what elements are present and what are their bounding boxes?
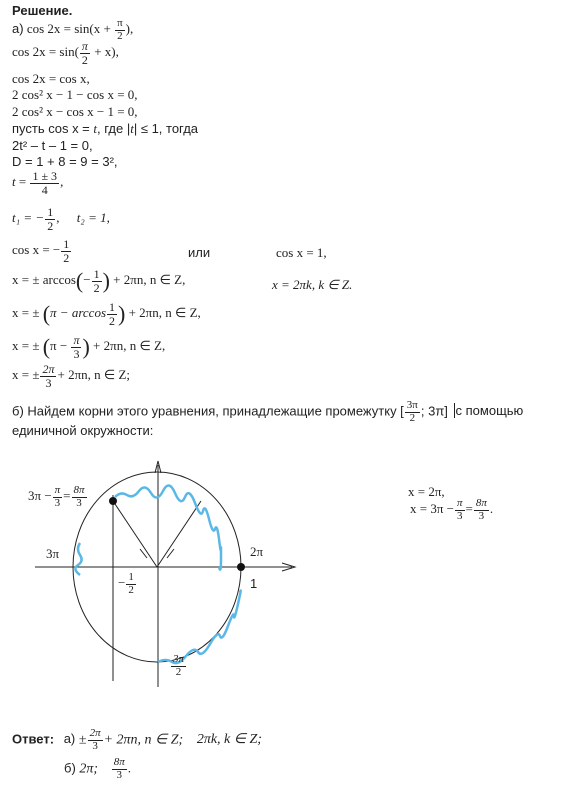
arc-marker-left	[75, 543, 81, 575]
eq-line-11-right: cos x = 1,	[276, 245, 327, 260]
eq-line-4: 2 cos² x − 1 − cos x = 0,	[12, 87, 138, 102]
answer-line-b: б) 2π; $\frac{8\pi}{3}$ .	[64, 756, 131, 781]
point-8pi-3	[109, 497, 117, 505]
eq-line-13: x = ± (π − arccos $\frac{1}{2}$ ) + 2πn, n ∈ Z,	[12, 300, 201, 328]
radius-right	[157, 501, 201, 567]
arc-marker-bottom	[158, 591, 241, 664]
eq-line-11-left: cos x = − $\frac{1}{2}$	[12, 237, 70, 265]
label-one: 1	[250, 576, 258, 591]
eq-line-14: x = ± (π − $\frac{\pi}{3}$ ) + 2πn, n ∈ Z,	[12, 333, 166, 361]
root-8pi-3: x = 3π − $\frac{\pi}{3}$ = $\frac{8\pi}{3}$ .	[410, 497, 494, 522]
eq-line-2: cos 2x = sin( $\frac{\pi}{2}$ + x),	[12, 39, 119, 67]
label-2pi: 2π	[250, 544, 264, 559]
point-2pi	[237, 563, 245, 571]
part-b-text-2: единичной окружности:	[12, 423, 154, 438]
solution-heading: Решение.	[12, 3, 73, 18]
eq-line-12-left: x = ± arccos(− $\frac{1}{2}$ ) + 2πn, n ∈ Z,	[12, 267, 186, 295]
eq-line-8: D = 1 + 8 = 9 = 3²,	[12, 154, 118, 169]
eq-line-6: пусть cos x = t, где |t| ≤ 1, тогда	[12, 121, 199, 136]
radius-left	[113, 501, 157, 567]
eq-line-5: 2 cos² x − cos x − 1 = 0,	[12, 104, 138, 119]
eq-line-15: x = ± $\frac{2\pi}{3}$ + 2πn, n ∈ Z;	[12, 362, 131, 390]
eq-line-10: t₁ = − $\frac{1}{2}$ , t₂ = 1,	[12, 205, 110, 233]
eq-line-9: t = $\frac{1 \pm 3}{4}$ ,	[12, 169, 64, 197]
label-3pi-minus-pi-3: 3π − $\frac{\pi}{3}$ = $\frac{8\pi}{3}$	[28, 484, 85, 509]
label-minus-half: − $\frac{1}{2}$	[118, 571, 134, 596]
label-3pi: 3π	[46, 546, 60, 561]
eq-or-word: или	[188, 245, 211, 260]
eq-line-12-right: x = 2πk, k ∈ Z.	[272, 277, 353, 292]
eq-line-7: 2t² – t – 1 = 0,	[12, 138, 93, 153]
answer-line-a: Ответ: а) ± $\frac{2\pi}{3}$ + 2πn, n ∈ Z; 2πk, k ∈ Z;	[12, 727, 262, 752]
label-3pi-2: $\frac{3\pi}{2}$	[173, 653, 185, 678]
eq-line-1: а) cos 2x = sin(x + $\frac{\pi}{2}$ ),	[12, 17, 134, 42]
part-b-text-1: б) Найдем корни этого уравнения, принадлежащие промежутку [ $\frac{3\pi}{2}$ ; 3π] с помощью	[12, 399, 524, 424]
eq-line-3: cos 2x = cos x,	[12, 71, 90, 86]
root-2pi: x = 2π,	[408, 484, 445, 499]
